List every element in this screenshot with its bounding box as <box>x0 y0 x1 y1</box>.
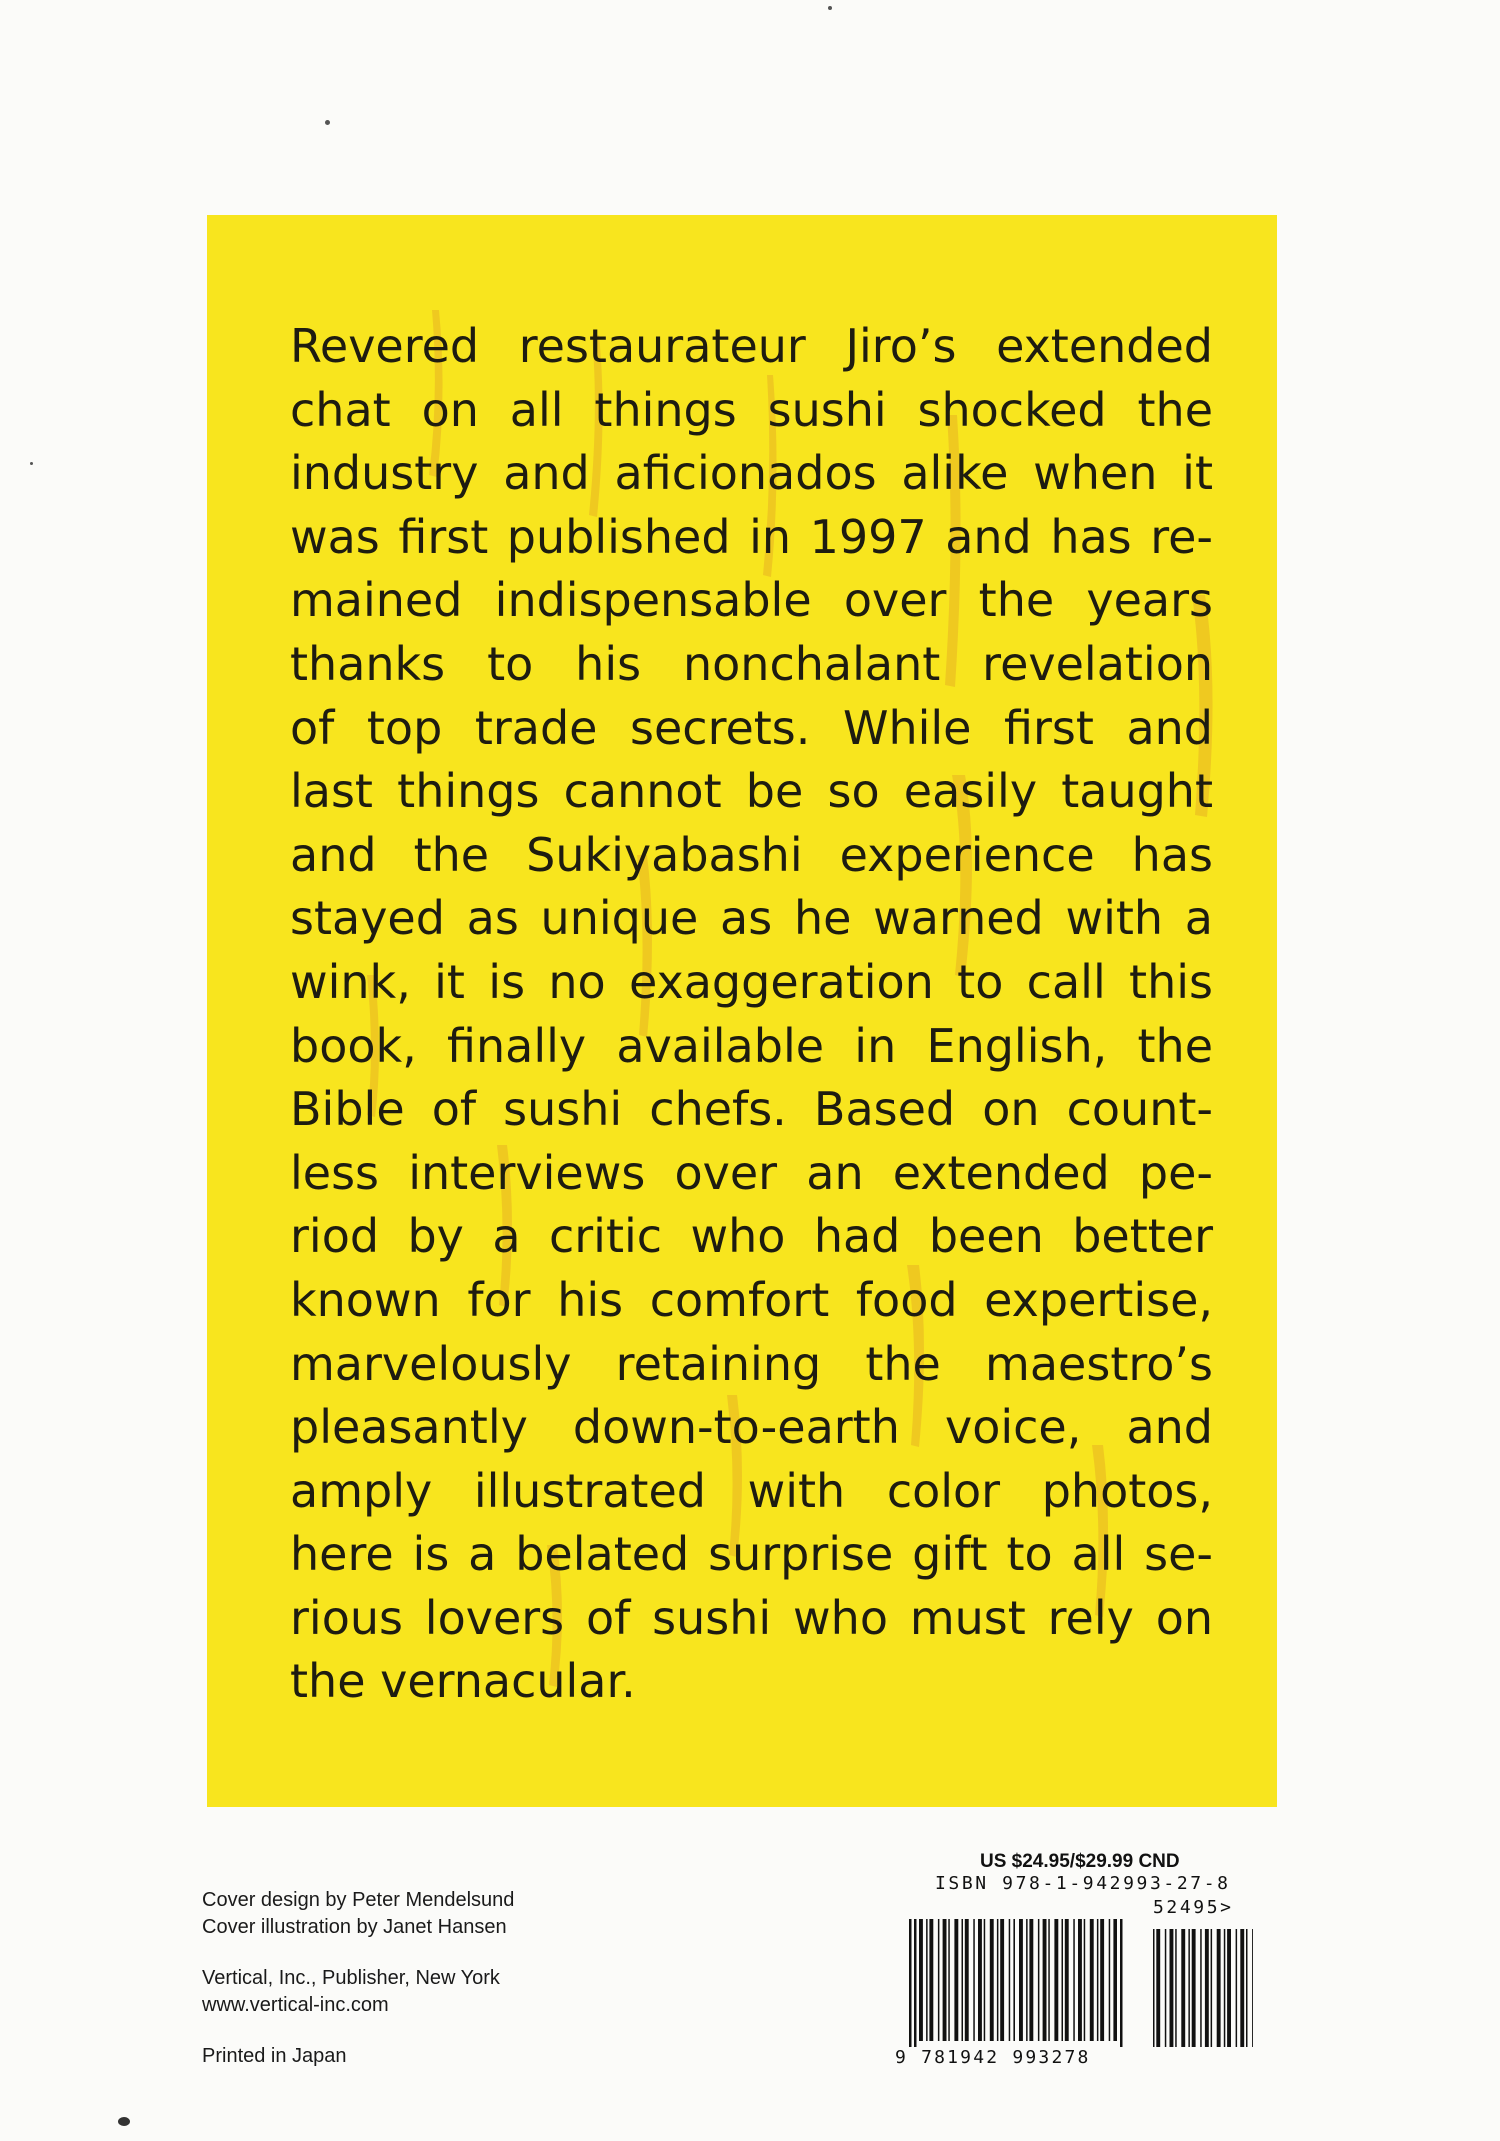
blurb-line: chat on all things sushi shocked the <box>290 382 1213 437</box>
barcode-bar <box>1246 1929 1248 2047</box>
blurb-line: book, finally available in English, the <box>290 1018 1213 1073</box>
yellow-text-panel <box>207 215 1277 1807</box>
barcode-bar <box>1109 1919 1111 2041</box>
blurb-line: known for his comfort food expertise, <box>290 1272 1213 1327</box>
blurb-line: thanks to his nonchalant revelation <box>290 636 1213 691</box>
blurb-line: amply illustrated with color photos, <box>290 1463 1213 1518</box>
blurb-line: was first published in 1997 and has re- <box>290 509 1213 564</box>
credits-block <box>202 1887 514 2070</box>
barcode-bar <box>990 1919 994 2041</box>
barcode-bar <box>978 1919 982 2041</box>
scan-speck <box>118 2117 130 2126</box>
barcode-bar <box>1156 1929 1160 2047</box>
blurb-line: pleasantly down-to-earth voice, and <box>290 1400 1213 1455</box>
barcode-bar <box>1048 1919 1050 2041</box>
barcode-bar <box>965 1919 969 2041</box>
publisher-website: www.vertical-inc.com <box>202 1994 389 2016</box>
barcode-bar <box>919 1919 923 2041</box>
barcode-bar <box>938 1919 940 2041</box>
barcode-bar <box>973 1919 975 2041</box>
barcode-block <box>895 1851 1265 2071</box>
barcode-bar <box>1097 1919 1099 2041</box>
blurb-line: the vernacular. <box>290 1654 636 1709</box>
barcode-bar <box>1054 1919 1058 2041</box>
barcode-bar <box>1000 1919 1004 2041</box>
barcode-bar <box>1062 1919 1064 2041</box>
addon-digits: 52495> <box>1153 1897 1234 1918</box>
barcode-bar <box>1029 1919 1033 2041</box>
barcode-bar <box>1188 1929 1190 2047</box>
barcode-bar <box>1240 1929 1244 2047</box>
barcode-bar <box>1165 1929 1167 2047</box>
cover-illustration-credit: Cover illustration by Janet Hansen <box>202 1916 507 1938</box>
scan-speck <box>828 6 832 10</box>
blurb-line: and the Sukiyabashi experience has <box>290 827 1213 882</box>
barcode-bar <box>1170 1929 1174 2047</box>
barcode-bar <box>1043 1919 1047 2041</box>
barcode-bar <box>997 1919 999 2041</box>
barcode-graphic <box>895 1919 1265 2047</box>
scan-speck <box>325 120 330 125</box>
barcode-bar <box>1192 1929 1196 2047</box>
blurb-line: wink, it is no exaggeration to call this <box>290 954 1213 1009</box>
barcode-bar <box>1090 1919 1094 2041</box>
barcode-bar <box>929 1919 933 2041</box>
barcode-bar <box>948 1919 950 2041</box>
blurb-line: Revered restaurateur Jiro’s extended <box>290 319 1213 373</box>
barcode-bar <box>1009 1919 1011 2041</box>
price-label: US $24.95/$29.99 CND <box>980 1851 1180 1872</box>
barcode-bar <box>1113 1919 1117 2041</box>
barcode-bar <box>962 1919 964 2041</box>
barcode-bar <box>1205 1929 1209 2047</box>
barcode-bar <box>1211 1929 1213 2047</box>
blurb-text <box>290 315 1213 1714</box>
blurb-line: industry and aficionados alike when it <box>290 446 1213 501</box>
barcode-bar <box>1227 1929 1231 2047</box>
barcode-guard-bar <box>909 1919 912 2047</box>
credits-spacer <box>202 1941 514 1965</box>
barcode-bar <box>1019 1919 1023 2041</box>
barcode-guard-bar <box>914 1919 917 2047</box>
isbn-label: ISBN 978-1-942993-27-8 <box>935 1873 1231 1894</box>
credits-spacer <box>202 2019 514 2043</box>
blurb-line: stayed as unique as he warned with a <box>290 891 1213 946</box>
barcode-bar <box>1026 1919 1028 2041</box>
barcode-bar <box>1200 1929 1202 2047</box>
barcode-bar <box>1236 1929 1238 2047</box>
publisher-credit: Vertical, Inc., Publisher, New York <box>202 1967 500 1989</box>
blurb-line: rious lovers of sushi who must rely on <box>290 1590 1213 1645</box>
blurb-line: marvelously retaining the maestro’s <box>290 1336 1213 1391</box>
barcode-bar <box>1084 1919 1086 2041</box>
barcode-bar <box>1217 1929 1221 2047</box>
barcode-bar <box>1100 1919 1104 2041</box>
blurb-line: here is a belated surprise gift to all se- <box>290 1527 1213 1582</box>
ean-digits: 9 781942 993278 <box>895 2047 1091 2068</box>
blurb-line: riod by a critic who had been better <box>290 1209 1213 1264</box>
blurb-line: Bible of sushi chefs. Based on count- <box>290 1082 1213 1137</box>
scan-speck <box>30 462 33 465</box>
blurb-line: mained indispensable over the years <box>290 573 1213 628</box>
barcode-bar <box>926 1919 928 2041</box>
barcode-bar <box>954 1919 958 2041</box>
blurb-line: less interviews over an extended pe- <box>290 1145 1213 1200</box>
blurb-line: of top trade secrets. While first and <box>290 700 1213 755</box>
barcode-bar <box>943 1919 947 2041</box>
barcode-bar <box>1013 1919 1015 2041</box>
cover-design-credit: Cover design by Peter Mendelsund <box>202 1889 515 1911</box>
barcode-bar <box>1078 1919 1082 2041</box>
barcode-bar <box>984 1919 986 2041</box>
barcode-bar <box>1073 1919 1075 2041</box>
printed-in-note: Printed in Japan <box>202 2045 347 2067</box>
barcode-bar <box>1153 1929 1155 2047</box>
barcode-guard-bar <box>1120 1919 1123 2047</box>
blurb-line: last things cannot be so easily taught <box>290 764 1213 819</box>
barcode-bar <box>1252 1929 1253 2047</box>
barcode-bar <box>1224 1929 1226 2047</box>
barcode-bar <box>1038 1919 1040 2041</box>
barcode-bar <box>1181 1929 1185 2047</box>
barcode-bar <box>1175 1929 1177 2047</box>
barcode-bar <box>1065 1919 1069 2041</box>
